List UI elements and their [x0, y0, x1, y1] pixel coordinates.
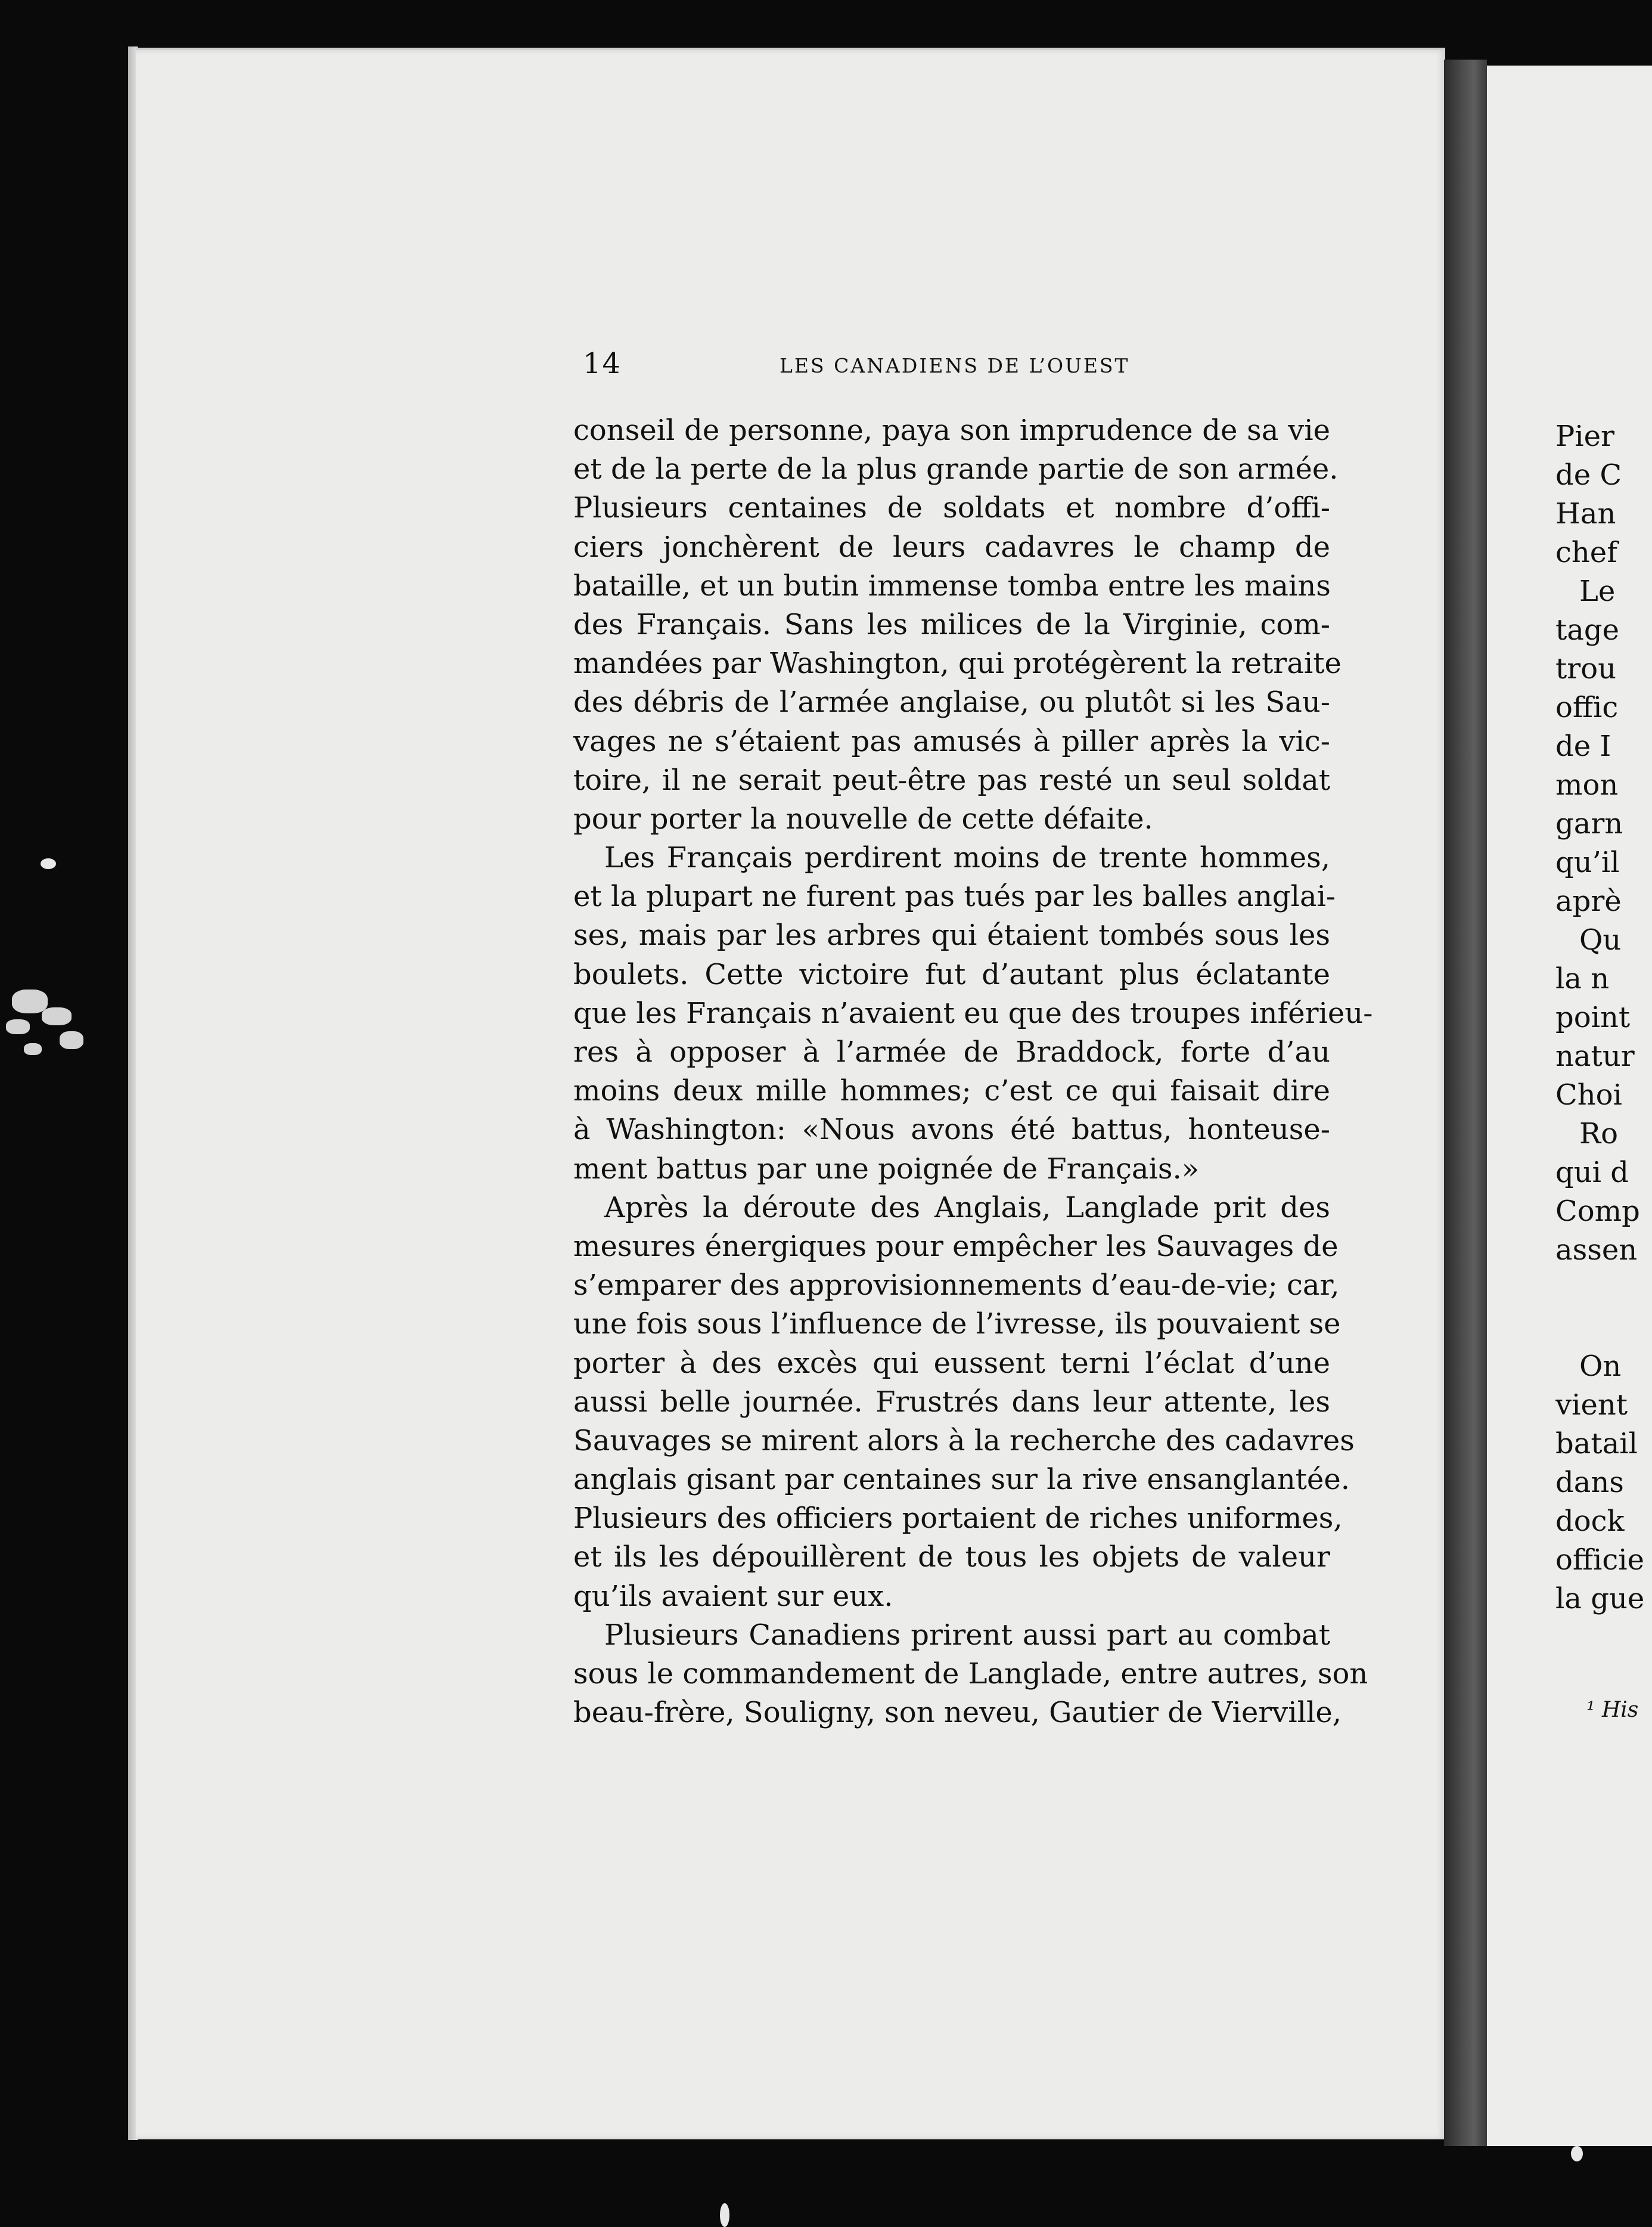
text-line: toire, il ne serait peut-être pas resté un seul soldat — [573, 763, 1330, 797]
text-line: Plusieurs Canadiens prirent aussi part au combat — [604, 1618, 1330, 1652]
adjacent-text-gap — [1555, 1270, 1652, 1308]
adjacent-text-gap — [1555, 1308, 1652, 1347]
text-line: Plusieurs centaines de soldats et nombre d’offi- — [573, 491, 1330, 525]
adjacent-text-line: Han — [1555, 497, 1616, 531]
adjacent-text-line: Choi — [1555, 1078, 1622, 1112]
adjacent-text-line: trou — [1555, 652, 1617, 686]
text-line: boulets. Cette victoire fut d’autant plus éclatante — [573, 957, 1330, 991]
adjacent-text-line: la n — [1555, 962, 1610, 995]
text-line: res à opposer à l’armée de Braddock, forte d’au — [573, 1035, 1330, 1069]
text-line: une fois sous l’influence de l’ivresse, ils pouvaient se — [573, 1307, 1341, 1341]
text-line: bataille, et un butin immense tomba entre les mains — [573, 569, 1331, 603]
page-number: 14 — [583, 347, 622, 380]
book-gutter — [1444, 60, 1487, 2146]
adjacent-text-line: tage — [1555, 613, 1620, 647]
text-line: porter à des excès qui eussent terni l’éclat d’une — [573, 1346, 1330, 1380]
text-line: que les Français n’avaient eu que des troupes inférieu- — [573, 996, 1373, 1030]
text-line: conseil de personne, paya son imprudence de sa vie — [573, 414, 1330, 447]
text-line: Les Français perdirent moins de trente hommes, — [604, 841, 1330, 875]
text-line: et ils les dépouillèrent de tous les objets de valeur — [573, 1540, 1330, 1574]
text-line: s’emparer des approvisionnements d’eau-de-vie; car, — [573, 1268, 1340, 1302]
adjacent-text-line: Ro — [1579, 1117, 1619, 1150]
adjacent-text-line: officie — [1555, 1543, 1644, 1577]
adjacent-text-line: aprè — [1555, 885, 1622, 918]
adjacent-text-line: la gue — [1555, 1582, 1645, 1615]
scan-speck — [1571, 2146, 1583, 2161]
adjacent-text-line: dans — [1555, 1466, 1624, 1499]
text-line: pour porter la nouvelle de cette défaite. — [573, 802, 1153, 836]
adjacent-text-line: point — [1555, 1001, 1631, 1034]
adjacent-text-line: offic — [1555, 691, 1619, 724]
text-line: ciers jonchèrent de leurs cadavres le champ de — [573, 530, 1330, 564]
text-line: anglais gisant par centaines sur la rive ensanglantée. — [573, 1463, 1350, 1497]
text-line: ses, mais par les arbres qui étaient tombés sous les — [573, 919, 1330, 953]
text-line: ment battus par une poignée de Français.» — [573, 1152, 1200, 1186]
text-line: Sauvages se mirent alors à la recherche des cadavres — [573, 1423, 1355, 1457]
text-line: beau-frère, Souligny, son neveu, Gautier de Vierville, — [573, 1696, 1342, 1730]
scan-speck — [720, 2203, 729, 2227]
body-text — [573, 411, 1373, 1732]
adjacent-text-line: garn — [1555, 807, 1623, 840]
running-head — [583, 347, 1179, 383]
adjacent-text-line: Pier — [1555, 420, 1614, 453]
adjacent-text-line: natur — [1555, 1040, 1635, 1073]
scan-speck — [41, 858, 56, 869]
adjacent-text-line: vient — [1555, 1388, 1628, 1422]
adjacent-text-line: de C — [1555, 458, 1622, 492]
adjacent-text-line: assen — [1555, 1233, 1638, 1267]
adjacent-text-line: dock — [1555, 1505, 1625, 1538]
text-line: et la plupart ne furent pas tués par les balles anglai- — [573, 880, 1336, 914]
adjacent-footnote: ¹ His — [1586, 1698, 1639, 1722]
adjacent-text-line: On — [1579, 1350, 1622, 1383]
text-line: moins deux mille hommes; c’est ce qui faisait dire — [573, 1074, 1330, 1108]
adjacent-text-line: batail — [1555, 1427, 1638, 1460]
adjacent-page-text — [1555, 417, 1652, 1618]
text-line: et de la perte de la plus grande partie de son armée. — [573, 452, 1339, 486]
text-line: Plusieurs des officiers portaient de riches uniformes, — [573, 1502, 1343, 1536]
text-line: à Washington: «Nous avons été battus, honteuse- — [573, 1113, 1330, 1147]
adjacent-text-line: de I — [1555, 730, 1611, 763]
adjacent-text-line: chef — [1555, 536, 1617, 569]
text-line: mandées par Washington, qui protégèrent la retraite — [573, 647, 1342, 681]
adjacent-text-line: mon — [1555, 768, 1619, 802]
text-line: vages ne s’étaient pas amusés à piller après la vic- — [573, 724, 1330, 758]
text-line: aussi belle journée. Frustrés dans leur attente, les — [573, 1385, 1330, 1419]
text-line: des débris de l’armée anglaise, ou plutôt si les Sau- — [573, 686, 1330, 719]
text-line: des Français. Sans les milices de la Virginie, com- — [573, 607, 1330, 641]
adjacent-text-line: Qu — [1579, 923, 1622, 957]
scan-debris — [0, 978, 95, 1073]
text-line: mesures énergiques pour empêcher les Sauvages de — [573, 1229, 1339, 1263]
adjacent-text-line: qui d — [1555, 1156, 1629, 1189]
running-title: LES CANADIENS DE L’OUEST — [780, 354, 1130, 377]
adjacent-text-line: qu’il — [1555, 846, 1620, 879]
adjacent-text-line: Comp — [1555, 1195, 1640, 1228]
text-line: Après la déroute des Anglais, Langlade prit des — [604, 1190, 1330, 1224]
adjacent-text-line: Le — [1579, 575, 1616, 608]
text-line: qu’ils avaient sur eux. — [573, 1579, 893, 1613]
text-line: sous le commandement de Langlade, entre autres, son — [573, 1657, 1368, 1691]
